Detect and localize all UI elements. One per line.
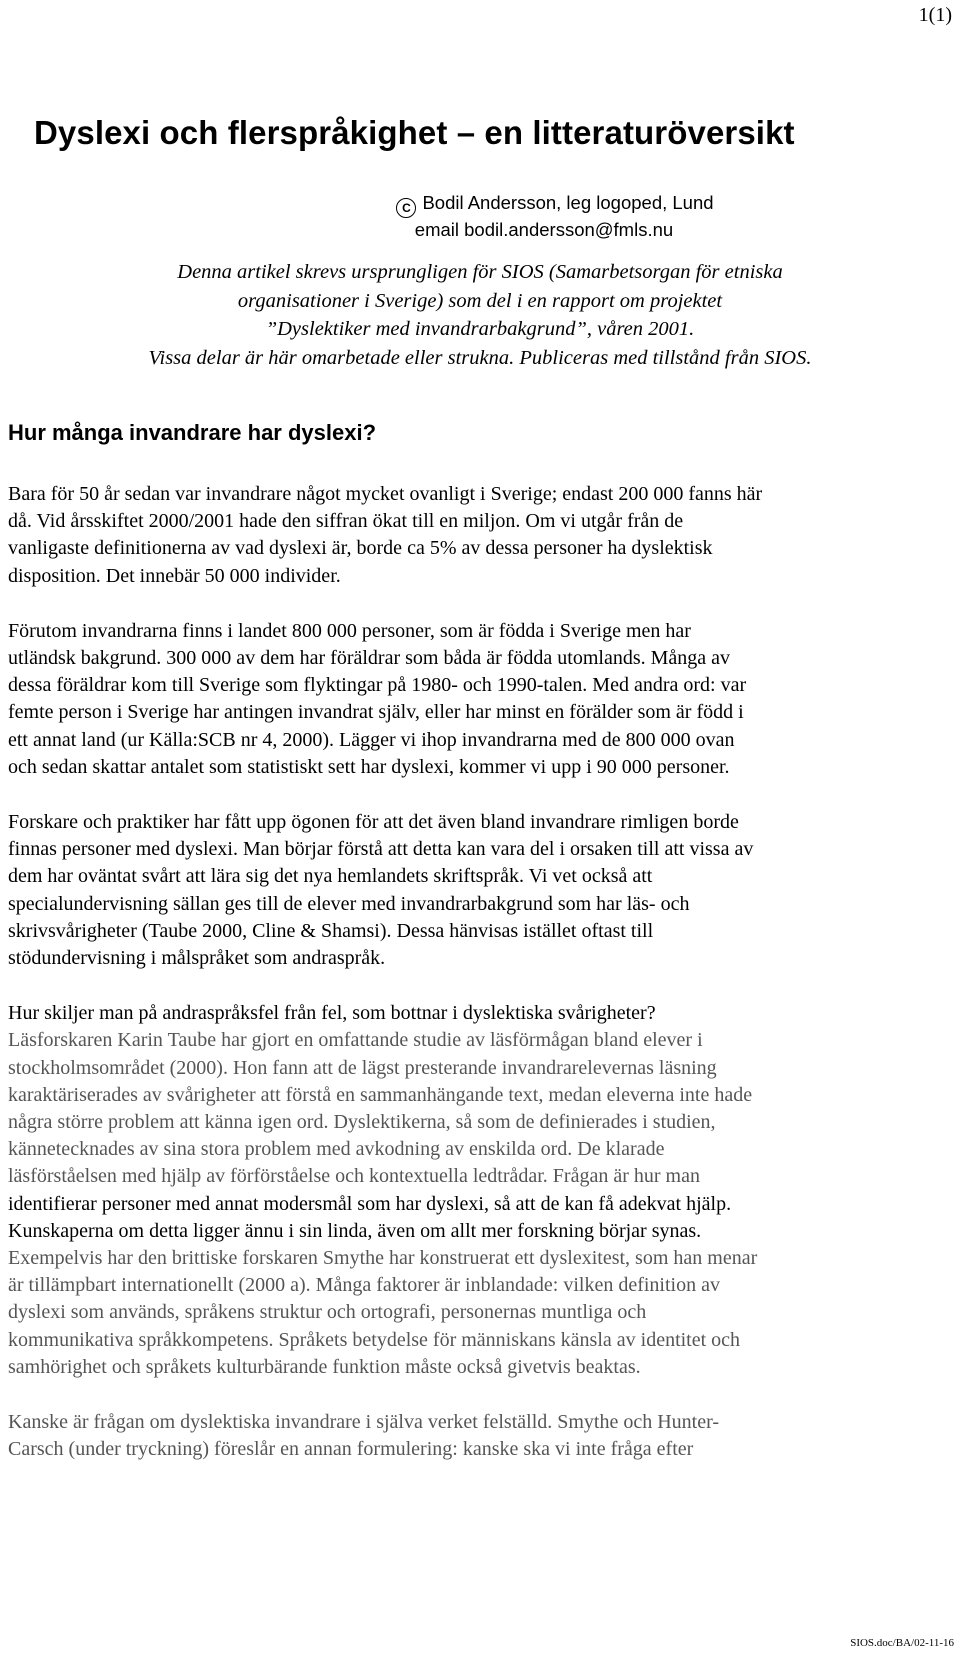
text-line: kännetecknades av sina stora problem med avkodning av enskilda ord. De klarade [8, 1138, 665, 1161]
intro-note [0, 258, 960, 372]
text-line: dyslexi som används, språkens struktur och ortografi, personernas muntliga och [8, 1301, 647, 1324]
paragraph-2 [8, 618, 952, 781]
text-line: karaktäriserades av svårigheter att förstå en sammanhängande text, medan eleverna inte hade [8, 1083, 753, 1106]
text-line: finnas personer med dyslexi. Man börjar förstå att detta kan vara del i orsaken till att vissa av [8, 838, 754, 861]
text-line: några större problem att känna igen ord. Dyslektikerna, så som de definierades i studien, [8, 1111, 716, 1134]
intro-line: Vissa delar är här omarbetade eller strukna. Publiceras med tillstånd från SIOS. [148, 346, 812, 369]
text-line: kommunikativa språkkompetens. Språkets betydelse för människans känsla av identitet och [8, 1328, 741, 1351]
paragraph-1 [8, 481, 952, 590]
author-email[interactable]: email bodil.andersson@fmls.nu [414, 219, 674, 240]
text-line: femte person i Sverige har antingen invandrat själv, eller har minst en förälder som är född i [8, 701, 744, 724]
text-line: specialundervisning sällan ges till de elever med invandrarbakgrund som har läs- och [8, 892, 690, 915]
text-line: är tillämpbart internationellt (2000 a). Många faktorer är inblandade: vilken definition av [8, 1274, 720, 1297]
text-line: Forskare och praktiker har fått upp ögonen för att det även bland invandrare rimligen borde [8, 811, 739, 834]
text-line: samhörighet och språkets kulturbärande funktion måste också givetvis beaktas. [8, 1355, 641, 1378]
text-line: dessa föräldrar kom till Sverige som flyktingar på 1980- och 1990-talen. Med andra ord: var [8, 674, 747, 697]
text-line: Kanske är frågan om dyslektiska invandrare i själva verket felställd. Smythe och Hunter- [8, 1411, 720, 1434]
copyright-icon: C [396, 198, 416, 218]
text-line: identifierar personer med annat modersmål som har dyslexi, så att de kan få adekvat hjälp. [8, 1192, 732, 1215]
paragraph-5 [8, 1409, 952, 1463]
intro-line: Denna artikel skrevs ursprungligen för SIOS (Samarbetsorgan för etniska [177, 261, 783, 283]
text-line: läsförståelsen med hjälp av förförståelse och kontextuella ledtrådar. Frågan är hur man [8, 1165, 700, 1188]
text-line: då. Vid årsskiftet 2000/2001 hade den siffran ökat till en miljon. Om vi utgår från de [8, 510, 684, 533]
section-heading: Hur många invandrare har dyslexi? [8, 420, 377, 445]
text-line: skrivsvårigheter (Taube 2000, Cline & Shamsi). Dessa hänvisas istället oftast till [8, 919, 654, 942]
author-line [0, 191, 960, 218]
text-line: Exempelvis har den brittiske forskaren Smythe har konstruerat ett dyslexitest, som han menar [8, 1247, 758, 1270]
text-line: Läsforskaren Karin Taube har gjort en omfattande studie av läsförmågan bland elever i [8, 1029, 703, 1052]
paragraph-3 [8, 809, 952, 972]
text-line: Hur skiljer man på andraspråksfel från fel, som bottnar i dyslektiska svårigheter? [8, 1002, 656, 1025]
text-line: Bara för 50 år sedan var invandrare något mycket ovanligt i Sverige; endast 200 000 fanns här [8, 483, 763, 505]
text-line: och sedan skattar antalet som statistiskt sett har dyslexi, kommer vi upp i 90 000 personer. [8, 755, 730, 778]
page-number: 1(1) [918, 4, 952, 26]
text-line: vanligaste definitionerna av vad dyslexi är, borde ca 5% av dessa personer ha dyslektisk [8, 537, 713, 560]
intro-line: organisationer i Sverige) som del i en rapport om projektet [237, 289, 723, 312]
text-line: stockholmsområdet (2000). Hon fann att de lägst presterande invandrarelevernas läsning [8, 1056, 717, 1079]
intro-line: ”Dyslektiker med invandrarbakgrund”, våren 2001. [265, 318, 695, 340]
paragraph-4 [8, 1000, 952, 1381]
text-line: Förutom invandrarna finns i landet 800 000 personer, som är födda i Sverige men har [8, 619, 691, 642]
text-line: Carsch (under tryckning) föreslår en annan formulering: kanske ska vi inte fråga efter [8, 1438, 694, 1461]
footer-file-ref: SIOS.doc/BA/02-11-16 [850, 1637, 954, 1649]
text-line: Kunskaperna om detta ligger ännu i sin linda, även om allt mer forskning börjar synas. [8, 1219, 702, 1242]
text-line: ett annat land (ur Källa:SCB nr 4, 2000). Lägger vi ihop invandrarna med de 800 000 ovan [8, 728, 735, 751]
document-title: Dyslexi och flerspråkighet – en litteraturöversikt [34, 114, 795, 151]
text-line: utländsk bakgrund. 300 000 av dem har föräldrar som båda är födda utomlands. Många av [8, 647, 731, 670]
text-line: dem har oväntat svårt att lära sig det nya hemlandets skriftspråk. Vi vet också att [8, 865, 653, 888]
author-block [0, 191, 960, 242]
author-name: Bodil Andersson, leg logoped, Lund [422, 192, 714, 213]
text-line: stödundervisning i målspråket som andraspråk. [8, 947, 386, 970]
text-line: disposition. Det innebär 50 000 individer. [8, 564, 341, 587]
body-text [8, 481, 952, 1492]
